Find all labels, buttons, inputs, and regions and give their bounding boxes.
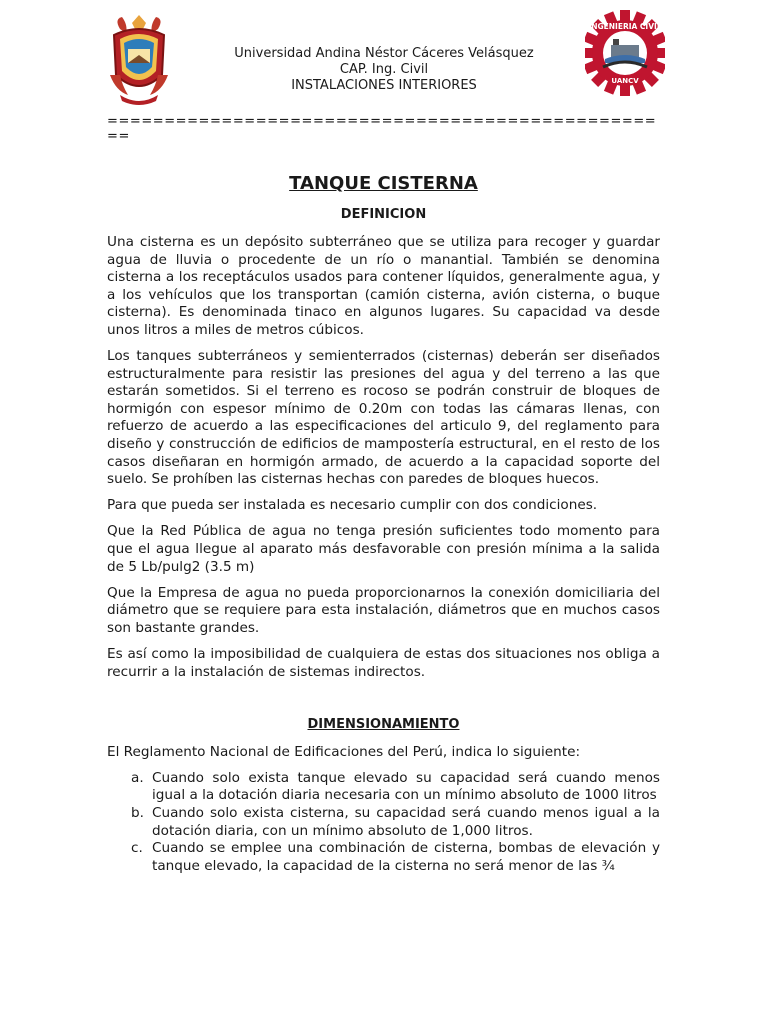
course-name: INSTALACIONES INTERIORES bbox=[291, 78, 477, 93]
section-heading-dimensionamiento: DIMENSIONAMIENTO bbox=[307, 716, 460, 732]
section-heading-definicion: DEFINICION bbox=[340, 207, 427, 222]
program-name: CAP. Ing. Civil bbox=[339, 62, 429, 77]
header-separator: ================================================== bbox=[107, 114, 657, 144]
university-crest-icon bbox=[106, 15, 172, 107]
paragraph: Para que pueda ser instalada es necesario cumplir con dos condiciones. bbox=[107, 497, 598, 514]
paragraph: Que la Empresa de agua no pueda proporcionarnos la conexión domiciliaria del diámetro que se requiere para esta instalación, diámetros que en muchos casos son bastante grandes. bbox=[107, 584, 660, 636]
list-marker: b. bbox=[131, 804, 144, 821]
list-marker: c. bbox=[131, 840, 143, 857]
paragraph: Una cisterna es un depósito subterráneo que se utiliza para recoger y guardar agua de lluvia o procedente de un río o manantial. También se denomina cisterna a los receptáculos usados para contener líquidos, generalmente agua, y a los vehículos que los transportan (camión cisterna, avión cisterna, o buque cisterna). Es denominada tinaco en algunos lugares. Su capacidad va desde unos litros a miles de metros cúbicos. bbox=[107, 234, 660, 338]
section-intro: El Reglamento Nacional de Edificaciones del Perú, indica lo siguiente: bbox=[107, 743, 581, 760]
list-item bbox=[107, 805, 660, 840]
civil-engineering-gear-seal-icon bbox=[585, 10, 665, 96]
list-item bbox=[107, 770, 660, 805]
list-item bbox=[107, 840, 660, 875]
list-marker: a. bbox=[131, 769, 144, 786]
list-item-text: Cuando se emplee una combinación de cisterna, bombas de elevación y tanque elevado, la capacidad de la cisterna no será menor de las ¾ bbox=[152, 840, 660, 874]
document-title: TANQUE CISTERNA bbox=[289, 173, 478, 194]
paragraph: Los tanques subterráneos y semienterrados (cisternas) deberán ser diseñados estructuralmente para resistir las presiones del agua y del terreno a las que estarán sometidos. Si el terreno es rocoso se podrán construir de bloques de hormigón con espesor mínimo de 0.20m con todas las cámaras llenas, con refuerzo de acuerdo a las especificaciones del articulo 9, del reglamento para diseño y construcción de edificios de mampostería estructural, en el resto de los casos diseñaran en hormigón armado, de acuerdo a la capacidad soporte del suelo. Se prohíben las cisternas hechas con paredes de bloques huecos. bbox=[107, 348, 660, 488]
svg-text:UANCV: UANCV bbox=[611, 77, 639, 85]
list-item-text: Cuando solo exista tanque elevado su capacidad será cuando menos igual a la dotación diaria necesaria con un mínimo absoluto de 1000 litros bbox=[152, 769, 660, 804]
regulation-list bbox=[107, 770, 660, 876]
list-item-text: Cuando solo exista cisterna, su capacidad será cuando menos igual a la dotación diaria, con un mínimo absoluto de 1,000 litros. bbox=[152, 804, 660, 839]
paragraph: Que la Red Pública de agua no tenga presión suficientes todo momento para que el agua llegue al aparato más desfavorable con presión mínima a la salida de 5 Lb/pulg2 (3.5 m) bbox=[107, 523, 660, 575]
document-header bbox=[180, 46, 588, 94]
paragraph: Es así como la imposibilidad de cualquiera de estas dos situaciones nos obliga a recurrir a la instalación de sistemas indirectos. bbox=[107, 645, 660, 680]
document-body bbox=[107, 172, 660, 875]
svg-text:INGENIERIA CIVIL: INGENIERIA CIVIL bbox=[588, 22, 662, 31]
university-name: Universidad Andina Néstor Cáceres Velásquez bbox=[234, 46, 534, 61]
